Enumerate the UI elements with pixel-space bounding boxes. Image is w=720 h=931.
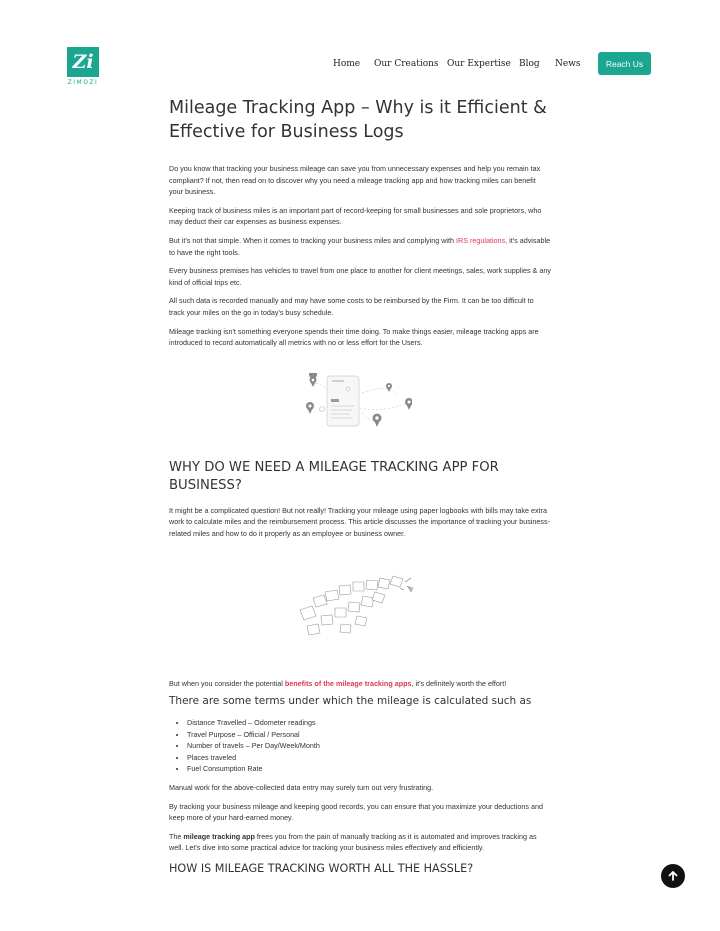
- paragraph-vehicles: Every business premises has vehicles to travel from one place to another for client meetings, sales, work supplies & any kind of official trips etc.: [169, 266, 551, 287]
- paragraph-intro: Do you know that tracking your business mileage can save you from unnecessary expenses and help you remain tax compliant? If not, then read on to discover why you need a mileage tracking app and how tracking miles can benefit your business.: [169, 164, 541, 197]
- irs-regulations-link[interactable]: IRS regulations,: [456, 235, 508, 245]
- paragraph-irs: [169, 235, 551, 258]
- nav-our-expertise[interactable]: Our Expertise: [447, 59, 511, 69]
- terms-list: [169, 717, 551, 775]
- reach-us-button[interactable]: Reach Us: [598, 52, 651, 75]
- benefits-link[interactable]: benefits of the mileage tracking apps: [284, 678, 412, 688]
- nav-home[interactable]: Home: [333, 59, 361, 69]
- list-item: • Distance Travelled – Odometer readings: [187, 717, 551, 729]
- list-item: • Number of travels – Per Day/Week/Month: [187, 740, 551, 752]
- list-item: • Fuel Consumption Rate: [187, 763, 551, 775]
- nav-news[interactable]: News: [555, 59, 581, 69]
- paragraph-manual-data: All such data is recorded manually and may have some costs to be reimbursed by the Firm. It can be too difficult to track your miles on the go in today's busy schedule.: [169, 296, 534, 317]
- list-item: • Travel Purpose – Official / Personal: [187, 729, 551, 741]
- paragraph-benefits: [169, 678, 551, 690]
- logo-text: ZIMOZI: [67, 79, 99, 86]
- paragraph-complicated: It might be a complicated question! But not really! Tracking your mileage using paper logbooks with bills may take extra work to calculate miles and the reimbursement process. This article discusses the importance of tracking your business-related miles and how to do it properly as an employee or business owner.: [169, 505, 550, 538]
- section-heading-hassle: HOW IS MILEAGE TRACKING WORTH ALL THE HASSLE?: [169, 862, 474, 876]
- arrow-up-icon: [667, 870, 679, 882]
- article-title: Mileage Tracking App – Why is it Efficient & Effective for Business Logs: [169, 98, 547, 142]
- paragraph-app-frees-text-end: frees you from the pain of manually tracking as it is automated and improves tracking as well. Let's dive into some practical advice for tracking your business miles effectively and efficiently.: [169, 831, 537, 853]
- logo-mark: Zi: [67, 47, 99, 77]
- paragraph-frustrating: Manual work for the above-collected data entry may surely turn out very frustrating.: [169, 783, 434, 793]
- map-pin-phone-illustration: [302, 373, 412, 431]
- paragraph-app-frees-text: The: [169, 831, 184, 841]
- paragraph-automation: Mileage tracking isn't something everyone spends their time doing. To make things easier, mileage tracking apps are introduced to record automatically all metrics with no or less effort for the Users.: [169, 326, 539, 348]
- paragraph-record-keeping: Keeping track of business miles is an important part of record-keeping for small businesses and sole proprietors, who may deduct their car expenses as business expenses.: [169, 205, 542, 227]
- section-heading-why: WHY DO WE NEED A MILEAGE TRACKING APP FOR BUSINESS?: [169, 459, 499, 493]
- nav-our-creations[interactable]: Our Creations: [374, 59, 439, 69]
- paper-receipts-illustration: [295, 572, 417, 638]
- paragraph-deductions: By tracking your business mileage and keeping good records, you can ensure that you maximize your deductions and keep more of your hard-earned money.: [169, 801, 543, 823]
- list-item: • Places traveled: [187, 752, 551, 764]
- terms-heading: There are some terms under which the mileage is calculated such as: [169, 695, 532, 708]
- nav-blog[interactable]: Blog: [519, 59, 540, 69]
- paragraph-app-frees: [169, 831, 551, 854]
- logo[interactable]: [67, 47, 99, 86]
- paragraph-irs-text: But it's not that simple. When it comes to tracking your business miles and complying with: [169, 235, 456, 245]
- paragraph-benefits-text: But when you consider the potential: [169, 678, 285, 688]
- scroll-to-top-button[interactable]: [661, 864, 685, 888]
- paragraph-benefits-text-end: , it's definitely worth the effort!: [411, 678, 507, 688]
- article: [169, 96, 551, 876]
- paragraph-irs-text-end: it's advisable to have the right tools.: [169, 235, 551, 257]
- mileage-tracking-app-strong: mileage tracking app: [183, 831, 255, 841]
